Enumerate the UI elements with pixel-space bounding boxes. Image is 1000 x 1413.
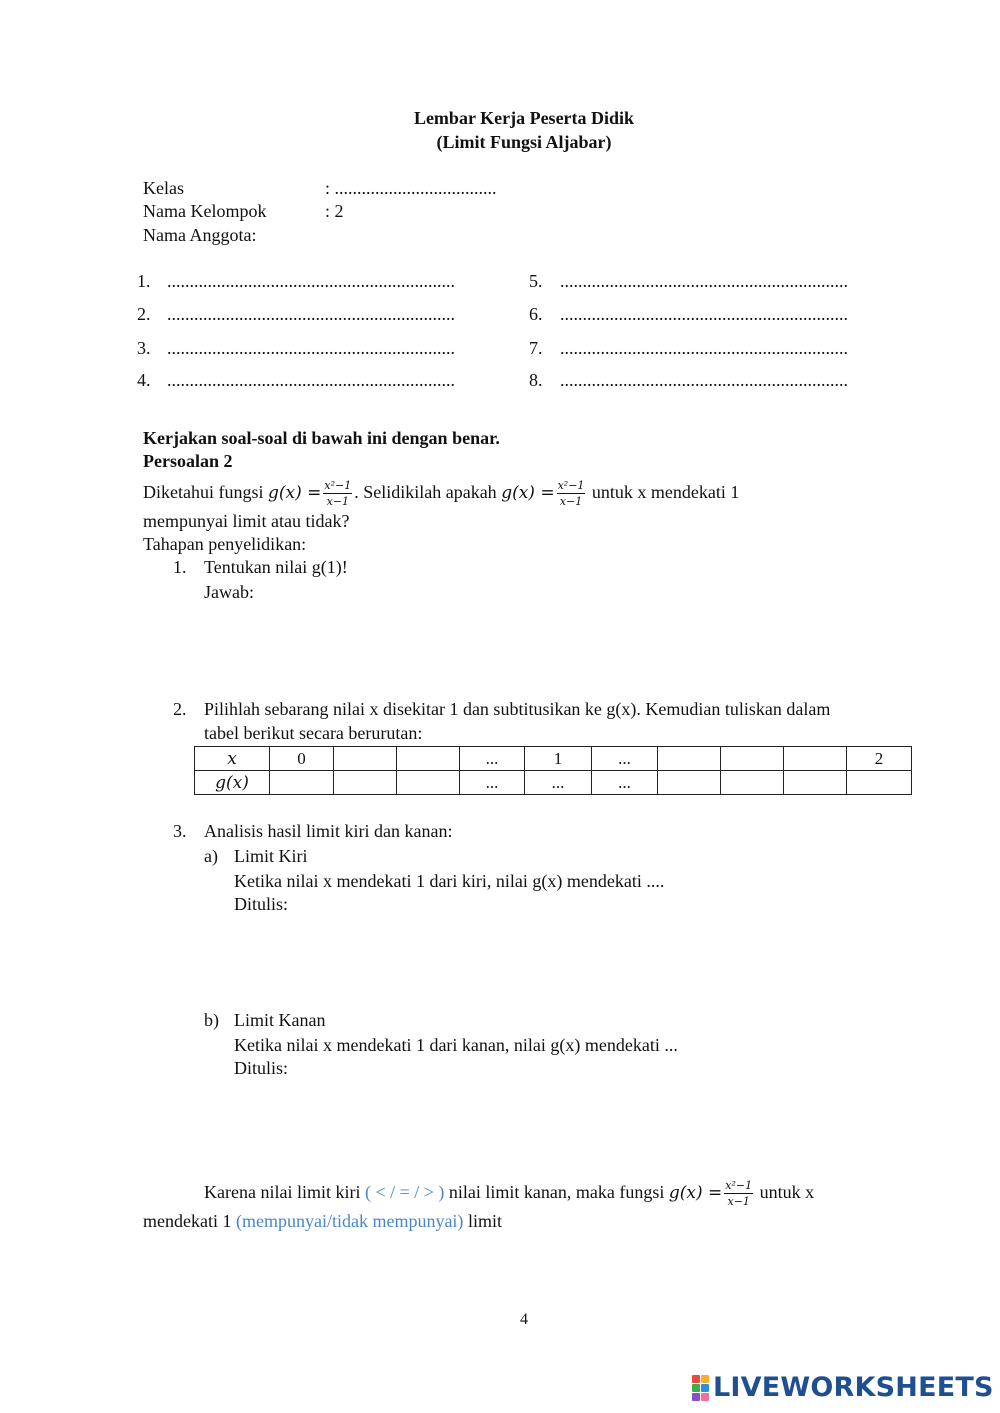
page-number: 4: [520, 1311, 528, 1328]
function-g-label: g(x) =: [267, 483, 322, 503]
table-cell[interactable]: [721, 771, 784, 795]
problem-heading: Persoalan 2: [143, 451, 233, 471]
values-table: [194, 746, 912, 795]
table-cell: 1: [525, 747, 592, 771]
limit-kanan-answer-area[interactable]: [234, 1082, 894, 1162]
step-3-text: Analisis hasil limit kiri dan kanan:: [204, 821, 453, 841]
member-line[interactable]: ................................................................: [167, 271, 455, 291]
table-cell: ...: [460, 747, 525, 771]
fraction-numerator: x²−1: [557, 479, 585, 493]
member-line[interactable]: ................................................................: [167, 304, 455, 324]
kelas-label: Kelas: [143, 178, 184, 198]
limit-kanan-written-label: Ditulis:: [234, 1058, 289, 1078]
conclusion-text: untuk x: [759, 1182, 815, 1202]
table-cell: 2: [847, 747, 912, 771]
table-cell[interactable]: [397, 771, 460, 795]
limit-kiri-text: Ketika nilai x mendekati 1 dari kiri, nilai g(x) mendekati ....: [234, 871, 665, 891]
member-line[interactable]: ................................................................: [167, 338, 455, 358]
conclusion-text: limit: [467, 1211, 502, 1231]
problem-statement: [143, 474, 739, 511]
step-1-answer-label: Jawab:: [204, 582, 254, 602]
table-cell[interactable]: [397, 747, 460, 771]
member-line[interactable]: ................................................................: [560, 370, 848, 390]
brand-name: LIVEWORKSHEETS: [713, 1372, 994, 1403]
conclusion-text: Karena nilai limit kiri: [204, 1182, 361, 1202]
member-number: 1.: [137, 271, 151, 291]
table-cell: 0: [270, 747, 334, 771]
table-header-cell: g(x): [195, 771, 270, 795]
conclusion-line2: [143, 1211, 502, 1232]
table-cell[interactable]: [270, 771, 334, 795]
table-cell[interactable]: [334, 747, 397, 771]
fraction: [724, 1180, 753, 1207]
table-cell[interactable]: [658, 747, 721, 771]
liveworksheets-icon: [692, 1375, 709, 1401]
member-number: 2.: [137, 304, 151, 324]
sub-step-letter: a): [204, 846, 218, 866]
step-2-text-line1: Pilihlah sebarang nilai x disekitar 1 dan subtitusikan ke g(x). Kemudian tuliskan dalam: [204, 699, 831, 719]
member-line[interactable]: ................................................................: [560, 271, 848, 291]
table-header-cell: x: [195, 747, 270, 771]
conclusion-line1: [204, 1174, 814, 1211]
steps-label: Tahapan penyelidikan:: [143, 534, 307, 554]
table-cell[interactable]: [847, 771, 912, 795]
instruction-heading: Kerjakan soal-soal di bawah ini dengan benar.: [143, 428, 500, 448]
member-number: 5.: [529, 271, 543, 291]
problem-text-line2: mempunyai limit atau tidak?: [143, 511, 350, 531]
sub-step-letter: b): [204, 1010, 219, 1030]
table-cell: ...: [460, 771, 525, 795]
table-cell[interactable]: [334, 771, 397, 795]
limit-kiri-answer-area[interactable]: [234, 918, 894, 998]
table-cell: ...: [592, 771, 658, 795]
limit-kiri-title: Limit Kiri: [234, 846, 308, 866]
table-cell[interactable]: [784, 771, 847, 795]
table-cell[interactable]: [658, 771, 721, 795]
limit-kiri-written-label: Ditulis:: [234, 894, 289, 914]
member-line[interactable]: ................................................................: [560, 338, 848, 358]
limit-kanan-title: Limit Kanan: [234, 1010, 326, 1030]
step-number: 1.: [173, 557, 187, 577]
table-cell[interactable]: [784, 747, 847, 771]
table-row: [195, 747, 912, 771]
fraction-denominator: x−1: [559, 495, 583, 509]
problem-text-part: untuk x mendekati 1: [591, 482, 740, 502]
step-1-answer-area[interactable]: [204, 606, 904, 686]
member-line[interactable]: ................................................................: [560, 304, 848, 324]
liveworksheets-logo: [692, 1372, 994, 1403]
problem-text-part: Diketahui fungsi: [143, 482, 264, 502]
member-number: 8.: [529, 370, 543, 390]
fraction-denominator: x−1: [727, 1195, 750, 1209]
table-cell: ...: [525, 771, 592, 795]
limit-kanan-text: Ketika nilai x mendekati 1 dari kanan, nilai g(x) mendekati ...: [234, 1035, 678, 1055]
table-cell: ...: [592, 747, 658, 771]
fraction-numerator: x²−1: [725, 1179, 753, 1193]
conclusion-text: nilai limit kanan, maka fungsi: [448, 1182, 665, 1202]
step-2-text-line2: tabel berikut secara berurutan:: [204, 723, 423, 743]
conclusion-text: mendekati 1: [143, 1211, 232, 1231]
table-cell[interactable]: [721, 747, 784, 771]
table-row: [195, 771, 912, 795]
fraction-numerator: x²−1: [324, 479, 352, 493]
worksheet-title: Lembar Kerja Peserta Didik: [413, 108, 635, 128]
step-number: 2.: [173, 699, 187, 719]
member-number: 3.: [137, 338, 151, 358]
function-g-label: g(x) =: [501, 483, 555, 503]
limit-existence-choice[interactable]: (mempunyai/tidak mempunyai): [235, 1211, 464, 1231]
problem-text-part: . Selidikilah apakah: [354, 482, 497, 502]
fraction: [557, 480, 586, 507]
function-g-label: g(x) =: [668, 1183, 723, 1203]
comparison-choice[interactable]: ( < / = / > ): [364, 1182, 445, 1202]
kelompok-value: : 2: [325, 201, 344, 221]
step-1-text: Tentukan nilai g(1)!: [204, 557, 348, 577]
kelas-value[interactable]: : ....................................: [325, 178, 497, 198]
member-line[interactable]: ................................................................: [167, 370, 455, 390]
member-number: 6.: [529, 304, 543, 324]
step-number: 3.: [173, 821, 187, 841]
anggota-label: Nama Anggota:: [143, 225, 257, 245]
kelompok-label: Nama Kelompok: [143, 201, 267, 221]
fraction-denominator: x−1: [326, 495, 349, 509]
member-number: 4.: [137, 370, 151, 390]
fraction: [323, 480, 352, 507]
worksheet-subtitle: (Limit Fungsi Aljabar): [436, 132, 612, 152]
member-number: 7.: [529, 338, 543, 358]
